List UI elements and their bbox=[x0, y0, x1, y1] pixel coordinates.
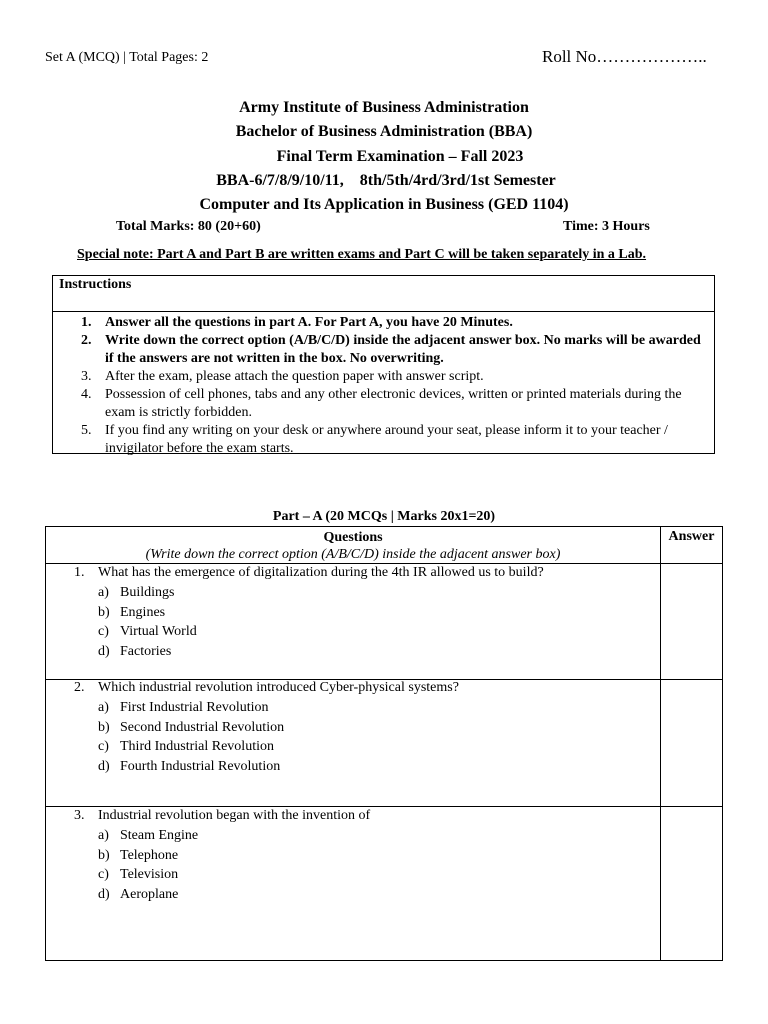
option-d: d) Factories bbox=[98, 643, 172, 659]
question-number: 1. bbox=[74, 565, 85, 580]
questions-column-header bbox=[46, 529, 660, 563]
option-a: a) First Industrial Revolution bbox=[98, 700, 269, 715]
option-b: b) Second Industrial Revolution bbox=[98, 719, 285, 735]
exam-time: Time: 3 Hours bbox=[563, 219, 650, 234]
option-c: c) Virtual World bbox=[98, 624, 197, 640]
instruction-item bbox=[77, 422, 707, 458]
instruction-number: 4. bbox=[81, 387, 92, 402]
instruction-item bbox=[77, 386, 707, 422]
instruction-text: If you find any writing on your desk or anywhere around your seat, please inform it to your teacher / invigilator before the exam starts. bbox=[105, 423, 668, 456]
answer-column-header: Answer bbox=[668, 529, 715, 544]
roll-number-field: Roll No……………….. bbox=[542, 47, 707, 66]
instruction-number: 2. bbox=[81, 333, 92, 348]
instruction-number: 3. bbox=[81, 369, 92, 384]
question-number: 3. bbox=[74, 808, 85, 823]
mcq-table bbox=[45, 526, 723, 961]
instructions-list bbox=[77, 314, 707, 458]
course-title: Computer and Its Application in Business (GED 1104) bbox=[199, 196, 569, 213]
answer-box-3[interactable] bbox=[661, 807, 723, 960]
option-d: d) Fourth Industrial Revolution bbox=[98, 758, 281, 774]
option-b: b) Telephone bbox=[98, 847, 179, 863]
answer-box-2[interactable] bbox=[661, 680, 723, 805]
part-a-title: Part – A (20 MCQs | Marks 20x1=20) bbox=[272, 509, 496, 524]
option-c: c) Television bbox=[98, 867, 179, 883]
special-note: Special note: Part A and Part B are written exams and Part C will be taken separately in a Lab. bbox=[77, 247, 647, 262]
program-name: Bachelor of Business Administration (BBA) bbox=[235, 123, 533, 140]
instructions-box bbox=[52, 275, 715, 454]
instructions-title: Instructions bbox=[59, 277, 132, 292]
instructions-divider bbox=[53, 311, 714, 312]
instruction-text: After the exam, please attach the question paper with answer script. bbox=[105, 369, 484, 384]
question-number: 2. bbox=[74, 680, 85, 695]
total-marks: Total Marks: 80 (20+60) bbox=[116, 219, 261, 234]
question-text: Which industrial revolution introduced Cyber-physical systems? bbox=[98, 680, 459, 695]
semester-info: BBA-6/7/8/9/10/11, 8th/5th/4rd/3rd/1st Semester bbox=[216, 172, 556, 189]
instruction-item bbox=[77, 332, 707, 368]
instruction-number: 1. bbox=[81, 315, 92, 330]
questions-header-label: Questions bbox=[323, 530, 383, 545]
answer-box-1[interactable] bbox=[661, 564, 723, 678]
question-text: What has the emergence of digitalization during the 4th IR allowed us to build? bbox=[98, 565, 544, 580]
instruction-item bbox=[77, 314, 707, 332]
option-c: c) Third Industrial Revolution bbox=[98, 739, 274, 755]
question-text: Industrial revolution began with the invention of bbox=[98, 808, 371, 823]
instruction-text: Possession of cell phones, tabs and any other electronic devices, written or printed materials during the exam is strictly forbidden. bbox=[105, 387, 682, 420]
institute-name: Army Institute of Business Administration bbox=[239, 99, 529, 116]
option-d: d) Aeroplane bbox=[98, 886, 179, 902]
option-a: a) Steam Engine bbox=[98, 828, 199, 843]
option-a: a) Buildings bbox=[98, 585, 175, 600]
instruction-number: 5. bbox=[81, 423, 92, 438]
questions-header-subtitle: (Write down the correct option (A/B/C/D) inside the adjacent answer box) bbox=[145, 547, 561, 562]
question-3 bbox=[46, 806, 660, 904]
option-b: b) Engines bbox=[98, 604, 166, 620]
set-info: Set A (MCQ) | Total Pages: 2 bbox=[45, 50, 209, 65]
question-2 bbox=[46, 678, 660, 776]
instruction-text: Write down the correct option (A/B/C/D) inside the adjacent answer box. No marks will be awarded if the answers are not written in the box. No overwriting. bbox=[105, 333, 701, 366]
instruction-item bbox=[77, 368, 707, 386]
instruction-text: Answer all the questions in part A. For Part A, you have 20 Minutes. bbox=[105, 315, 513, 330]
exam-title: Final Term Examination – Fall 2023 bbox=[276, 148, 524, 165]
question-1 bbox=[46, 563, 660, 661]
